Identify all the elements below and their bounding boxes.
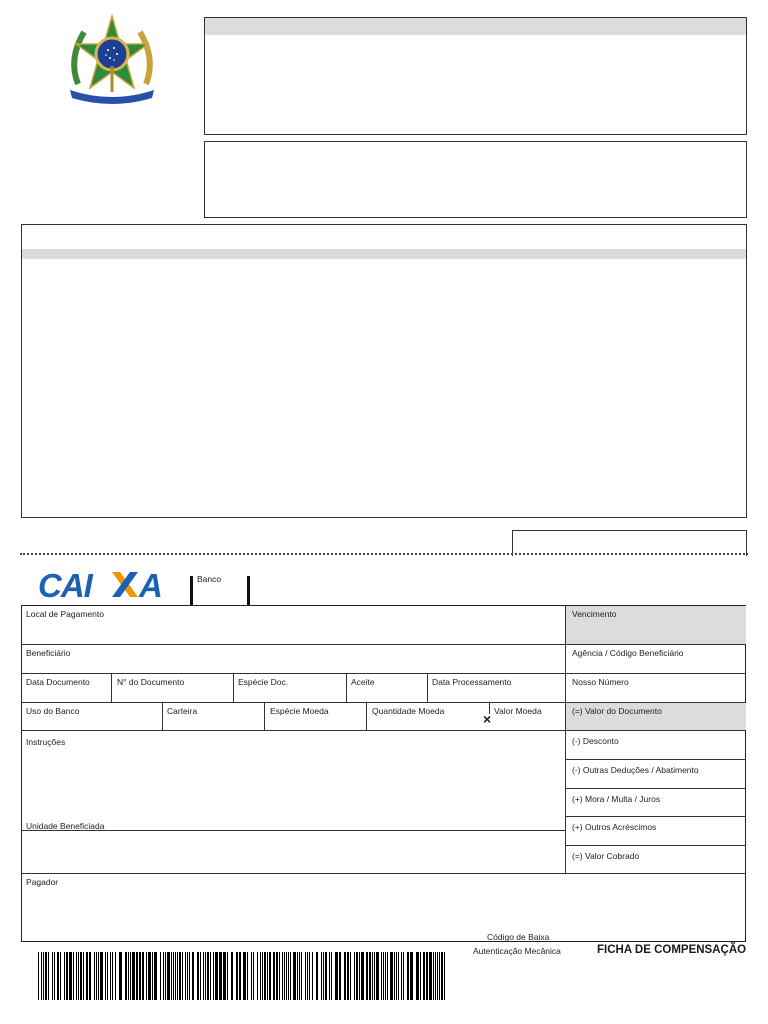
data-processamento-label: Data Processamento	[432, 677, 512, 687]
col-div-r3-2	[233, 673, 234, 702]
coat-of-arms-icon	[64, 14, 160, 106]
quantidade-moeda-label: Quantidade Moeda	[372, 706, 445, 716]
mora-multa-label: (+) Mora / Multa / Juros	[572, 794, 661, 804]
row-line-right-4	[565, 845, 746, 846]
instrucoes-label: Instruções	[26, 737, 66, 747]
outras-deducoes-label: (-) Outras Deduções / Abatimento	[572, 765, 699, 775]
col-div-r3-1	[111, 673, 112, 702]
pagador-label: Pagador	[26, 877, 59, 887]
especie-doc-label: Espécie Doc.	[238, 677, 289, 687]
coat-of-arms	[64, 14, 160, 106]
row-line-right-3	[565, 816, 746, 817]
header-box-top-band	[205, 18, 746, 35]
col-div-r3-4	[427, 673, 428, 702]
desconto-label: (-) Desconto	[572, 736, 619, 746]
local-pagamento-label: Local de Pagamento	[26, 609, 104, 619]
nosso-numero-label: Nosso Número	[572, 677, 629, 687]
row-line-1	[22, 644, 746, 645]
outros-acrescimos-label: (+) Outros Acréscimos	[572, 822, 657, 832]
col-div-r4-3	[366, 702, 367, 730]
valor-moeda-label: Valor Moeda	[494, 706, 542, 716]
col-div-r4-2	[264, 702, 265, 730]
boleto-grid	[21, 605, 746, 942]
caixa-logo	[36, 568, 168, 602]
vencimento-label: Vencimento	[572, 609, 617, 619]
bank-label: Banco	[197, 574, 222, 584]
svg-text:A: A	[139, 568, 163, 602]
row-line-4	[22, 730, 746, 731]
aceite-label: Aceite	[351, 677, 375, 687]
codigo-baixa-label: Código de Baixa	[487, 932, 550, 942]
bank-code-left-bar	[190, 576, 193, 606]
row-line-2	[22, 673, 746, 674]
valor-cobrado-label: (=) Valor Cobrado	[572, 851, 640, 861]
barcode-icon	[38, 952, 448, 1000]
carteira-label: Carteira	[167, 706, 198, 716]
autenticacao-label: Autenticação Mecânica	[473, 946, 561, 956]
valor-documento-label: (=) Valor do Documento	[572, 706, 662, 716]
header-box-bottom	[204, 141, 747, 218]
svg-text:CAI: CAI	[38, 568, 92, 602]
beneficiario-label: Beneficiário	[26, 648, 71, 658]
numero-documento-label: N° do Documento	[117, 677, 185, 687]
especie-moeda-label: Espécie Moeda	[270, 706, 329, 716]
col-div-r4-1	[162, 702, 163, 730]
info-box-band	[22, 249, 746, 259]
barcode	[38, 952, 448, 1000]
bank-code-right-bar	[247, 576, 250, 606]
unidade-beneficiada-label: Unidade Beneficiada	[26, 821, 105, 831]
info-box	[21, 224, 747, 518]
ficha-compensacao-title: FICHA DE COMPENSAÇÃO	[597, 944, 747, 956]
header-box-top	[204, 17, 747, 135]
row-line-right-2	[565, 788, 746, 789]
uso-banco-label: Uso do Banco	[26, 706, 80, 716]
agencia-codigo-label: Agência / Código Beneficiário	[572, 648, 684, 658]
right-column-divider	[565, 606, 566, 873]
data-documento-label: Data Documento	[26, 677, 90, 687]
row-line-3	[22, 702, 746, 703]
row-line-right-1	[565, 759, 746, 760]
row-line-pagador	[22, 873, 746, 874]
caixa-logo-icon	[36, 568, 168, 602]
cut-line	[20, 553, 748, 555]
multiplier-sign: ×	[483, 711, 492, 727]
col-div-r3-3	[346, 673, 347, 702]
